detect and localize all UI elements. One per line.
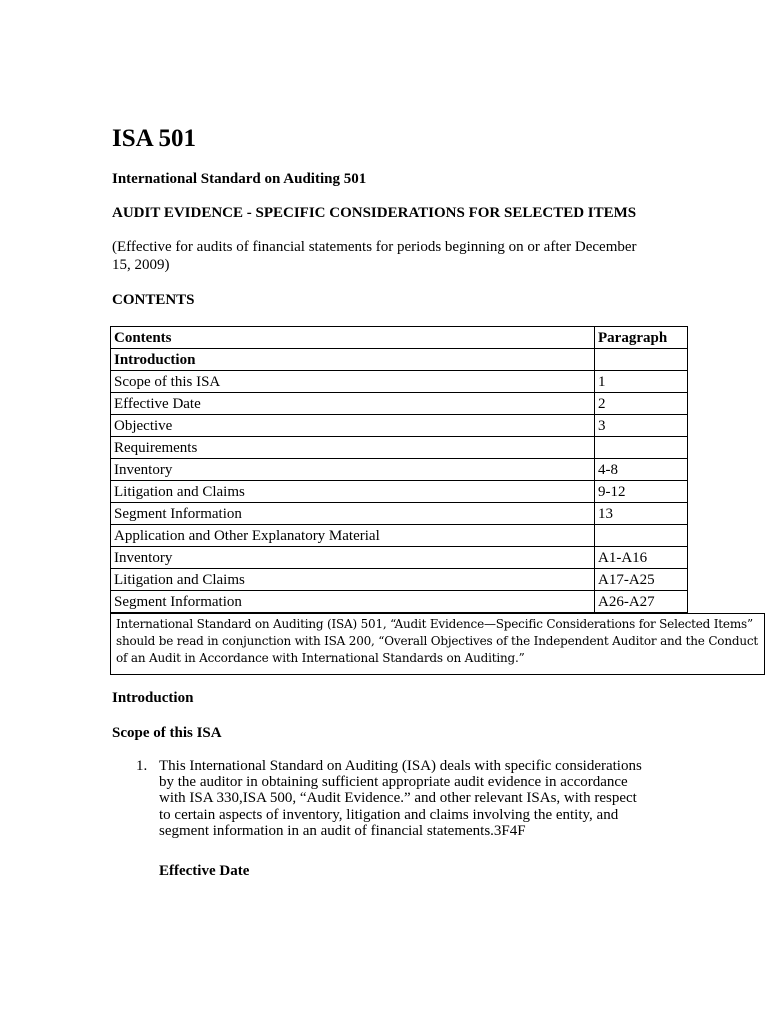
contents-row-paragraph: 3 [595,415,688,437]
contents-table-row [111,569,688,591]
contents-row-label: Objective [111,415,595,437]
contents-row-label: Inventory [111,459,595,481]
contents-row-label: Effective Date [111,393,595,415]
contents-table-row [111,525,688,547]
contents-row-paragraph: A26-A27 [595,591,688,613]
contents-row-paragraph [595,437,688,459]
list-item [112,758,652,839]
document-subtitle: International Standard on Auditing 501 [112,171,367,187]
contents-row-paragraph: 9-12 [595,481,688,503]
paragraph-number: 1. [136,758,148,774]
contents-table-row [111,481,688,503]
contents-table-row [111,459,688,481]
contents-row-paragraph: 13 [595,503,688,525]
contents-table-row [111,503,688,525]
contents-row-label: Application and Other Explanatory Material [111,525,595,547]
contents-row-label: Litigation and Claims [111,481,595,503]
effective-date-heading: Effective Date [159,863,250,879]
contents-row-label: Inventory [111,547,595,569]
contents-table-row [111,393,688,415]
contents-row-paragraph: 1 [595,371,688,393]
contents-row-paragraph [595,349,688,371]
contents-table-row [111,437,688,459]
scope-heading: Scope of this ISA [112,725,222,741]
contents-row-paragraph: 4-8 [595,459,688,481]
contents-row-paragraph: A17-A25 [595,569,688,591]
contents-row-label: Segment Information [111,503,595,525]
introduction-heading: Introduction [112,690,194,706]
contents-row-label: Introduction [111,349,595,371]
contents-row-label: Segment Information [111,591,595,613]
contents-header-paragraph: Paragraph [595,327,688,349]
contents-table-row [111,547,688,569]
contents-row-label: Litigation and Claims [111,569,595,591]
paragraph-text: This International Standard on Auditing (ISA) deals with specific considerations by the auditor in obtaining sufficient appropriate audit evidence in accordance with ISA 330,ISA 500, “Audit Evidence.” and other relevant ISAs, with respect to certain aspects of inventory, litigation and claims involving the entity, and segment information in an audit of financial statements.3F4F [159,758,642,839]
contents-table-header [111,327,688,349]
effective-note: (Effective for audits of financial statements for periods beginning on or after December 15, 2009) [112,239,637,273]
document-title: ISA 501 [112,125,197,152]
contents-table-row [111,371,688,393]
contents-table-row [111,415,688,437]
contents-row-label: Requirements [111,437,595,459]
document-heading: AUDIT EVIDENCE - SPECIFIC CONSIDERATIONS FOR SELECTED ITEMS [112,205,637,221]
contents-row-paragraph: 2 [595,393,688,415]
contents-table-row [111,591,688,613]
numbered-paragraphs [112,758,652,839]
contents-row-label: Scope of this ISA [111,371,595,393]
contents-row-paragraph: A1-A16 [595,547,688,569]
contents-heading: CONTENTS [112,292,195,308]
contents-table-row [111,349,688,371]
conjunction-note-box: International Standard on Auditing (ISA) 501, “Audit Evidence—Specific Considerations for Selected Items” should be read in conjunction with ISA 200, “Overall Objectives of the Independent Auditor and the Conduct of an Audit in Accordance with International Standards on Auditing.” [110,613,765,675]
contents-header-label: Contents [111,327,595,349]
contents-row-paragraph [595,525,688,547]
contents-table [110,326,688,613]
